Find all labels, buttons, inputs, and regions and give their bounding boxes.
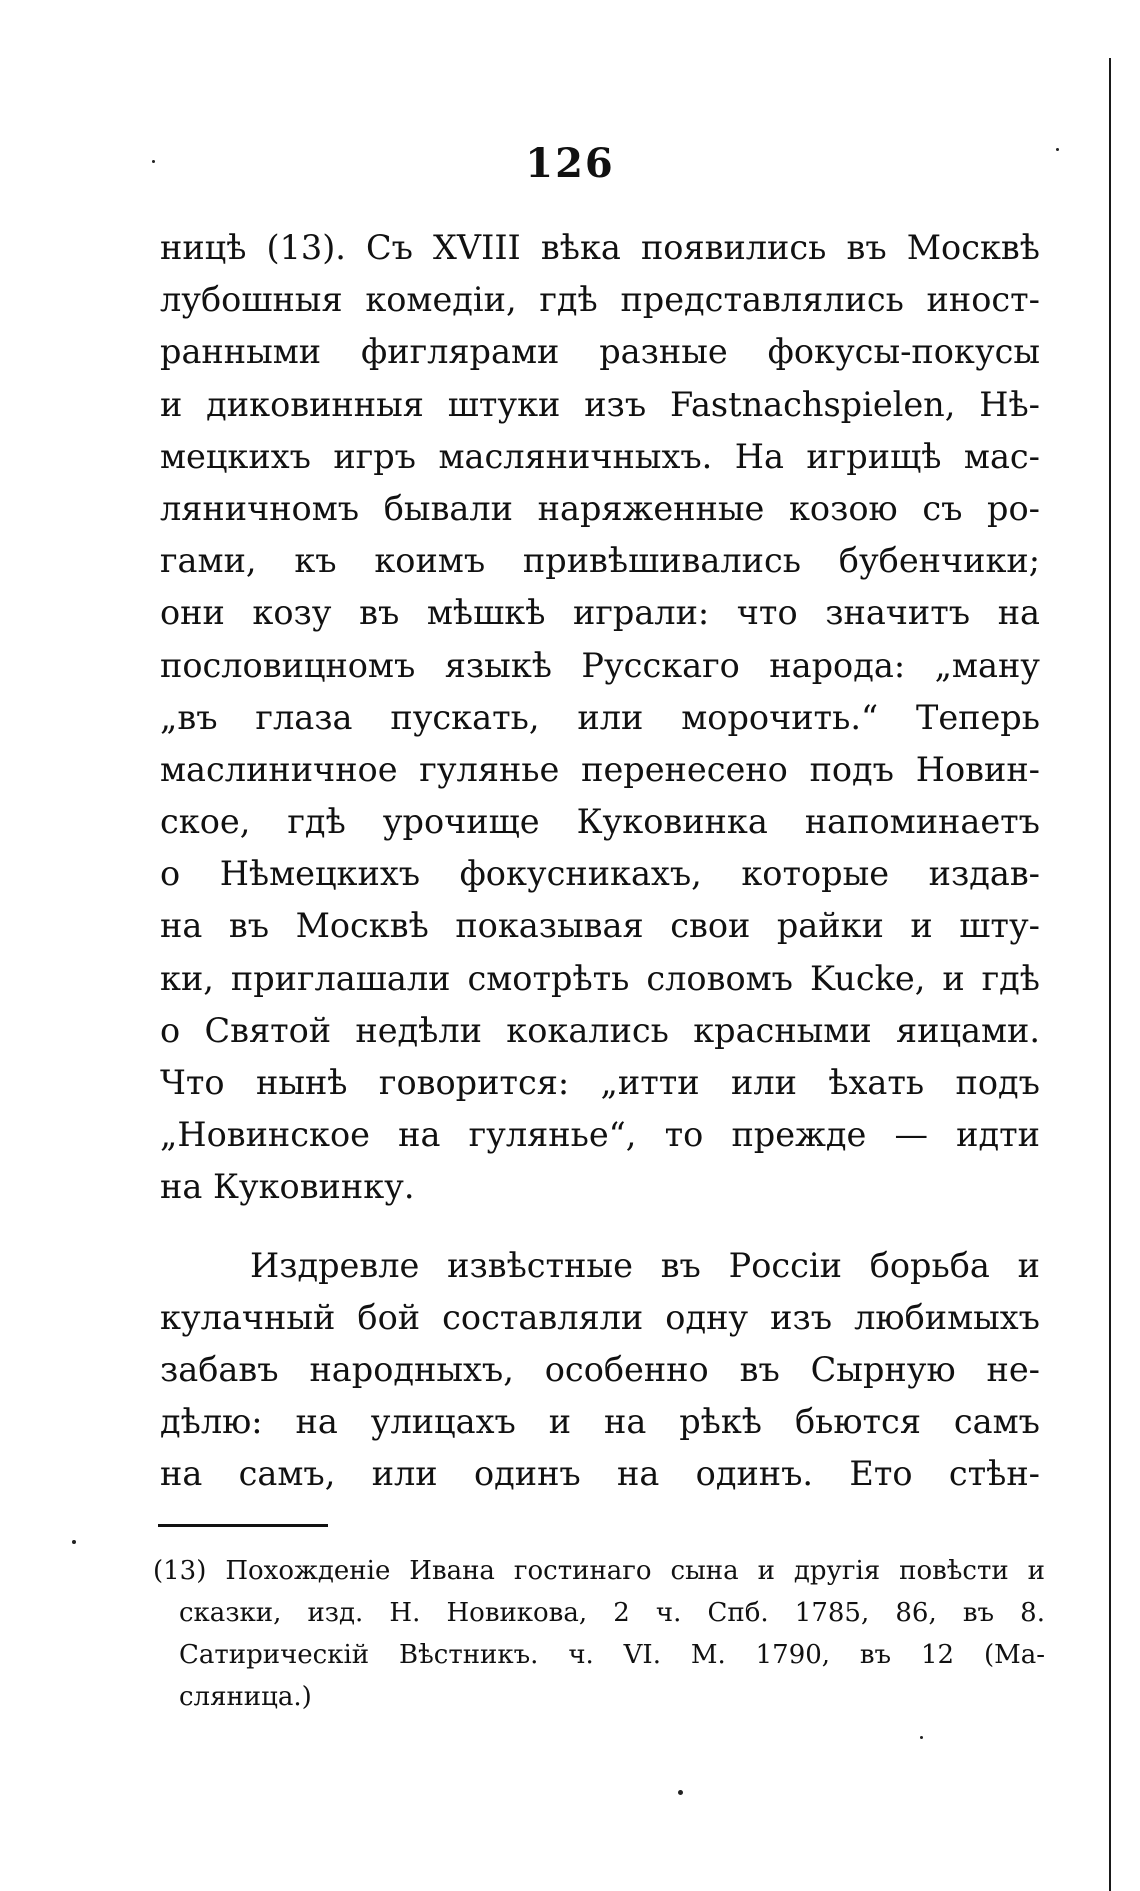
text-line: маслиничное гулянье перенесено подъ Новин- [160,749,1040,789]
footnote-line: (13) Похожденіе Ивана гостинаго сына и другія повѣсти и [153,1556,1045,1586]
text-line: Что нынѣ говорится: „итти или ѣхать подъ [160,1063,1040,1102]
text-line: ляничномъ бывали наряженные козою съ ро- [160,488,1040,528]
text-line: о Святой недѣли кокались красными яицами. [160,1010,1040,1050]
footnote-line: Сатирическій Вѣстникъ. ч. VI. М. 1790, въ 12 (Ма- [179,1640,1045,1670]
footnote-separator [158,1524,328,1527]
text-line: кулачный бой составляли одну изъ любимыхъ [160,1297,1040,1337]
text-line: они козу въ мѣшкѣ играли: что значитъ на [160,593,1040,633]
text-line: и диковинныя штуки изъ Fastnachspielen, Нѣ- [160,384,1040,424]
footnote-line: сказки, изд. Н. Новикова, 2 ч. Спб. 1785, 86, въ 8. [179,1598,1045,1628]
scan-speck [72,1540,76,1544]
scan-speck [1056,148,1059,151]
text-line: ское, гдѣ урочище Куковинка напоминаетъ [160,802,1040,842]
text-line: ницѣ (13). Съ XVIII вѣка появились въ Москвѣ [160,228,1040,267]
scan-speck [678,1790,683,1795]
paragraph-gap [160,1214,1040,1240]
text-line: „Новинское на гулянье“, то прежде — идти [160,1115,1040,1155]
text-line: дѣлю: на улицахъ и на рѣкѣ бьются самъ [160,1402,1040,1442]
text-line: пословицномъ языкѣ Русскаго народа: „ману [160,645,1040,685]
footnote [153,1550,1045,1718]
text-line: ки, приглашали смотрѣть словомъ Kucke, и гдѣ [160,958,1040,998]
text-line: на въ Москвѣ показывая свои райки и шту- [160,906,1040,946]
text-line: на Куковинку. [160,1167,415,1207]
text-line: о Нѣмецкихъ фокусникахъ, которые издав- [160,854,1040,894]
text-line: Издревле извѣстные въ Россіи борьба и [250,1245,1040,1285]
footnote-line: сляница.) [179,1682,312,1712]
scan-speck [920,1736,923,1739]
text-line: на самъ, или одинъ на одинъ. Ето стѣн- [160,1454,1040,1494]
text-line: гами, къ коимъ привѣшивались бубенчики; [160,541,1040,581]
page-edge-line [1109,58,1111,1891]
scan-speck [152,160,155,163]
text-line: ранными фиглярами разные фокусы-покусы [160,332,1040,372]
text-line: забавъ народныхъ, особенно въ Сырную не- [160,1349,1040,1389]
main-text [160,222,1040,1501]
page-number: 126 [525,140,615,187]
text-line: лубошныя комедіи, гдѣ представлялись иност- [160,280,1040,320]
text-line: „въ глаза пускать, или морочить.“ Теперь [160,697,1040,737]
text-line: мецкихъ игръ масляничныхъ. На игрищѣ мас- [160,436,1040,476]
